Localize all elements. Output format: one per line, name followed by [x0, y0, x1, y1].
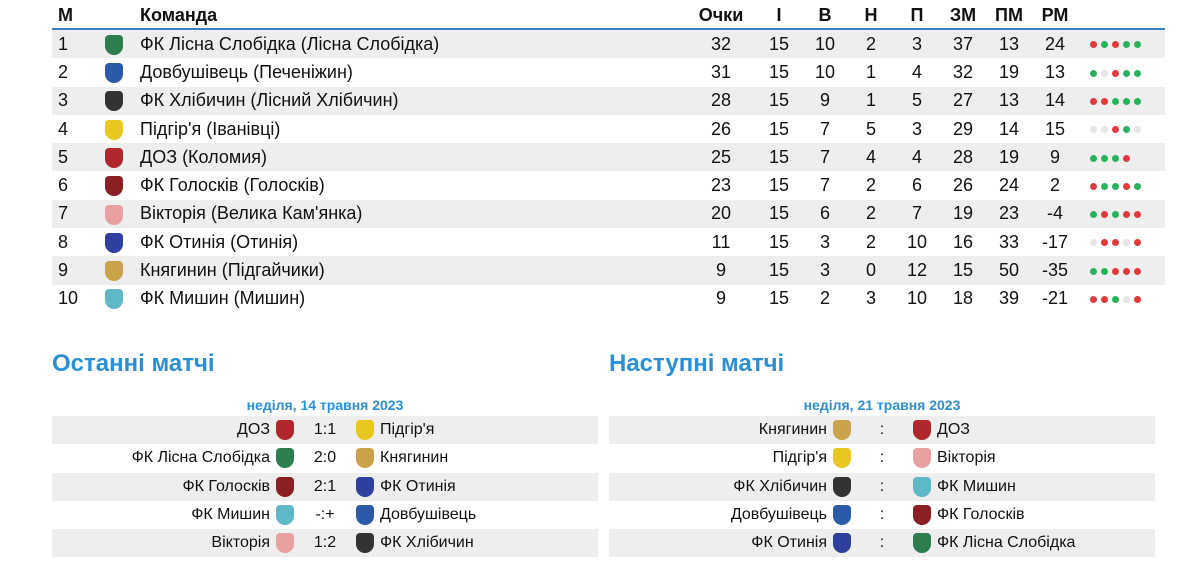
form-dot-icon	[1134, 296, 1141, 303]
form-dot-icon	[1101, 239, 1108, 246]
col-gf[interactable]: ЗМ	[940, 2, 986, 29]
form-dot-icon	[1112, 268, 1119, 275]
stat-ga: 13	[986, 29, 1032, 58]
home-logo-icon	[833, 448, 851, 468]
team-logo-icon	[105, 205, 123, 225]
team-logo-icon	[105, 63, 123, 83]
stat-w: 3	[802, 256, 848, 284]
form	[1078, 115, 1165, 143]
position: 1	[52, 29, 88, 58]
stat-ga: 14	[998, 118, 1020, 139]
form-dot-icon	[1112, 296, 1119, 303]
form	[1078, 58, 1165, 86]
form-dot-icon	[1112, 239, 1119, 246]
stat-played: 15	[756, 29, 802, 58]
stat-ga: 24	[998, 175, 1020, 196]
form-dot-icon	[1112, 155, 1119, 162]
stat-w: 7	[802, 143, 848, 171]
form-dot-icon	[1101, 155, 1108, 162]
match-row[interactable]	[609, 501, 1155, 529]
table-row[interactable]	[52, 256, 1165, 284]
team-name[interactable]: Довбушівець (Печеніжин)	[140, 61, 353, 82]
team-logo-icon	[105, 289, 123, 309]
team-name[interactable]: ФК Отинія (Отинія)	[140, 231, 299, 252]
form-dot-icon	[1123, 155, 1130, 162]
stat-gd: 14	[1032, 87, 1078, 115]
home-team[interactable]: ФК Хлібичин	[733, 477, 827, 495]
col-d[interactable]: Н	[848, 2, 894, 29]
standings-header	[52, 2, 1165, 29]
stat-d: 2	[865, 231, 876, 252]
stat-played: 15	[756, 200, 802, 228]
stat-gf: 28	[940, 143, 986, 171]
stat-gd: 9	[1032, 143, 1078, 171]
form-dot-icon	[1090, 239, 1097, 246]
stat-gf: 29	[952, 118, 974, 139]
col-pos[interactable]: М	[52, 2, 88, 29]
match-row[interactable]	[52, 501, 598, 529]
stat-pts: 25	[686, 143, 756, 171]
stat-played: 15	[756, 87, 802, 115]
match-row[interactable]	[52, 529, 598, 557]
table-row[interactable]	[52, 200, 1165, 228]
home-team[interactable]: ФК Отинія	[751, 534, 827, 552]
stat-w: 10	[802, 29, 848, 58]
stat-gd: -17	[1041, 231, 1068, 252]
form-dot-icon	[1134, 211, 1141, 218]
form-dot-icon	[1112, 70, 1119, 77]
last-matches-panel	[52, 396, 598, 557]
home-logo-icon	[833, 477, 851, 497]
stat-played: 15	[768, 231, 790, 252]
stat-w: 3	[819, 231, 830, 252]
col-team[interactable]: Команда	[140, 2, 686, 29]
match-row[interactable]	[609, 416, 1155, 444]
home-logo-icon	[276, 448, 294, 468]
stat-pts: 31	[710, 61, 732, 82]
stat-played: 15	[768, 288, 790, 309]
team-name[interactable]: ФК Лісна Слобідка (Лісна Слобідка)	[140, 29, 686, 58]
match-row[interactable]	[52, 444, 598, 472]
position: 6	[58, 175, 69, 196]
col-played[interactable]: І	[756, 2, 802, 29]
form-dot-icon	[1101, 296, 1108, 303]
next-matches-panel	[609, 396, 1155, 557]
stat-gd: -4	[1032, 200, 1078, 228]
table-row[interactable]	[52, 29, 1165, 58]
home-logo-icon	[276, 420, 294, 440]
score: -:+	[315, 506, 335, 524]
stat-pts: 23	[710, 175, 732, 196]
team-name[interactable]: ФК Хлібичин (Лісний Хлібичин)	[140, 87, 686, 115]
match-date: неділя, 21 травня 2023	[803, 397, 961, 413]
form-dot-icon	[1090, 183, 1097, 190]
stat-gd: -35	[1032, 256, 1078, 284]
form-dot-icon	[1112, 98, 1119, 105]
form	[1078, 143, 1165, 171]
stat-gf: 37	[940, 29, 986, 58]
home-team[interactable]: ФК Мишин	[191, 506, 270, 524]
stat-d: 5	[865, 118, 876, 139]
table-row[interactable]	[52, 228, 1165, 256]
stat-pts: 11	[711, 231, 731, 252]
form	[1078, 285, 1165, 313]
home-team[interactable]: Підгір'я	[772, 449, 827, 467]
stat-d: 2	[865, 175, 876, 196]
team-name[interactable]: ФК Голосків (Голосків)	[140, 175, 325, 196]
stat-pts: 28	[686, 87, 756, 115]
stat-pts: 20	[686, 200, 756, 228]
col-gd[interactable]: РМ	[1032, 2, 1078, 29]
form-dot-icon	[1090, 70, 1097, 77]
away-logo-icon	[356, 477, 374, 497]
form	[1078, 171, 1165, 199]
stat-l: 5	[894, 87, 940, 115]
away-team[interactable]: ФК Лісна Слобідка	[937, 534, 1076, 552]
stat-gf: 18	[952, 288, 974, 309]
home-logo-icon	[833, 420, 851, 440]
home-team[interactable]: ФК Лісна Слобідка	[131, 449, 270, 467]
home-logo-icon	[276, 505, 294, 525]
form-dot-icon	[1134, 41, 1141, 48]
team-name[interactable]: Княгинин (Підгайчики)	[140, 256, 686, 284]
stat-played: 15	[756, 143, 802, 171]
match-date: неділя, 14 травня 2023	[246, 397, 404, 413]
position: 3	[52, 87, 88, 115]
match-row[interactable]	[609, 473, 1155, 501]
home-logo-icon	[833, 533, 851, 553]
last-matches-title: Останні матчі	[52, 350, 215, 377]
stat-gd: 15	[1044, 118, 1066, 139]
team-name[interactable]: ДОЗ (Коломия)	[140, 143, 686, 171]
next-matches-title: Наступні матчі	[609, 350, 785, 377]
team-logo-icon	[105, 35, 123, 55]
home-logo-icon	[833, 505, 851, 525]
away-logo-icon	[356, 420, 374, 440]
form-dot-icon	[1134, 70, 1141, 77]
stat-ga: 39	[998, 288, 1020, 309]
score: :	[879, 477, 885, 495]
stat-played: 15	[768, 118, 790, 139]
position: 10	[58, 288, 79, 309]
form-dot-icon	[1123, 268, 1130, 275]
table-row[interactable]	[52, 143, 1165, 171]
match-row[interactable]	[52, 416, 598, 444]
stat-ga: 50	[986, 256, 1032, 284]
stat-pts: 32	[686, 29, 756, 58]
table-row[interactable]	[52, 285, 1165, 313]
stat-gf: 19	[940, 200, 986, 228]
team-logo-icon	[105, 91, 123, 111]
score: :	[879, 449, 885, 467]
stat-l: 4	[894, 143, 940, 171]
score: 2:1	[313, 477, 337, 495]
stat-w: 6	[802, 200, 848, 228]
stat-w: 7	[819, 118, 830, 139]
table-row[interactable]	[52, 171, 1165, 199]
stat-played: 15	[768, 61, 790, 82]
position: 7	[52, 200, 88, 228]
home-logo-icon	[276, 477, 294, 497]
form-dot-icon	[1123, 211, 1130, 218]
home-team[interactable]: ДОЗ	[237, 421, 270, 439]
form-dot-icon	[1123, 183, 1130, 190]
away-team[interactable]: ФК Мишин	[937, 477, 1016, 495]
position: 2	[58, 61, 69, 82]
stat-gf: 27	[940, 87, 986, 115]
form-dot-icon	[1134, 268, 1141, 275]
stat-gd: 2	[1049, 175, 1060, 196]
position: 5	[52, 143, 88, 171]
position: 8	[58, 231, 69, 252]
away-team[interactable]: ДОЗ	[937, 421, 970, 439]
form	[1078, 228, 1165, 256]
stat-gd: 13	[1044, 61, 1066, 82]
stat-gf: 15	[940, 256, 986, 284]
form-dot-icon	[1123, 41, 1130, 48]
stat-pts: 9	[715, 288, 726, 309]
team-logo-icon	[105, 176, 123, 196]
stat-d: 4	[848, 143, 894, 171]
away-logo-icon	[356, 505, 374, 525]
away-team[interactable]: Вікторія	[937, 449, 996, 467]
home-logo-icon	[276, 533, 294, 553]
stat-l: 12	[894, 256, 940, 284]
stat-d: 2	[848, 200, 894, 228]
col-ga[interactable]: ПМ	[986, 2, 1032, 29]
table-row[interactable]	[52, 58, 1165, 86]
away-logo-icon	[913, 477, 931, 497]
stat-ga: 13	[986, 87, 1032, 115]
stat-pts: 26	[710, 118, 732, 139]
team-logo-icon	[105, 261, 123, 281]
form	[1078, 87, 1165, 115]
match-row[interactable]	[609, 444, 1155, 472]
away-team[interactable]: ФК Голосків	[937, 506, 1025, 524]
away-team[interactable]: Підгір'я	[380, 421, 435, 439]
away-team[interactable]: Княгинин	[380, 449, 449, 467]
away-logo-icon	[913, 505, 931, 525]
form-dot-icon	[1090, 268, 1097, 275]
form-dot-icon	[1101, 98, 1108, 105]
away-logo-icon	[913, 533, 931, 553]
stat-gf: 16	[952, 231, 974, 252]
team-logo-icon	[105, 120, 123, 140]
form-dot-icon	[1101, 211, 1108, 218]
form-dot-icon	[1112, 126, 1119, 133]
stat-gf: 26	[952, 175, 974, 196]
form-dot-icon	[1101, 183, 1108, 190]
form-dot-icon	[1090, 41, 1097, 48]
match-row[interactable]	[52, 473, 598, 501]
team-name[interactable]: Підгір'я (Іванівці)	[140, 118, 281, 139]
form-dot-icon	[1112, 183, 1119, 190]
stat-d: 1	[865, 61, 876, 82]
form	[1078, 200, 1165, 228]
home-team[interactable]: ФК Голосків	[182, 477, 270, 495]
score: :	[879, 506, 885, 524]
away-logo-icon	[356, 448, 374, 468]
form-dot-icon	[1112, 211, 1119, 218]
stat-d: 3	[865, 288, 876, 309]
stat-played: 15	[768, 175, 790, 196]
form-dot-icon	[1112, 41, 1119, 48]
team-name[interactable]: Вікторія (Велика Кам'янка)	[140, 200, 686, 228]
away-logo-icon	[913, 420, 931, 440]
form-dot-icon	[1134, 126, 1141, 133]
stat-w: 10	[814, 61, 836, 82]
away-team[interactable]: Довбушівець	[380, 506, 477, 524]
home-team[interactable]: Вікторія	[211, 534, 270, 552]
stat-l: 7	[894, 200, 940, 228]
table-row[interactable]	[52, 115, 1165, 143]
away-team[interactable]: ФК Отинія	[380, 477, 456, 495]
form-dot-icon	[1123, 296, 1130, 303]
form-dot-icon	[1090, 126, 1097, 133]
stat-l: 6	[911, 175, 922, 196]
form-dot-icon	[1123, 239, 1130, 246]
team-logo-icon	[105, 148, 123, 168]
score: 2:0	[313, 449, 337, 467]
stat-d: 1	[848, 87, 894, 115]
stat-l: 3	[911, 118, 922, 139]
col-pts[interactable]: Очки	[686, 2, 756, 29]
form-dot-icon	[1090, 296, 1097, 303]
form-dot-icon	[1123, 70, 1130, 77]
stat-gd: 24	[1032, 29, 1078, 58]
standings-table	[52, 2, 1165, 313]
home-team[interactable]: Княгинин	[758, 421, 827, 439]
form-dot-icon	[1134, 183, 1141, 190]
away-team[interactable]: ФК Хлібичин	[380, 534, 474, 552]
away-logo-icon	[913, 448, 931, 468]
form-dot-icon	[1134, 98, 1141, 105]
stat-gd: -21	[1041, 288, 1068, 309]
stat-w: 7	[819, 175, 830, 196]
stat-d: 0	[848, 256, 894, 284]
home-team[interactable]: Довбушівець	[730, 506, 827, 524]
score: 1:2	[313, 534, 337, 552]
form-dot-icon	[1090, 155, 1097, 162]
col-w[interactable]: В	[802, 2, 848, 29]
form-dot-icon	[1101, 268, 1108, 275]
stat-l: 3	[894, 29, 940, 58]
score: :	[879, 421, 885, 439]
position: 9	[52, 256, 88, 284]
form-dot-icon	[1123, 98, 1130, 105]
stat-l: 10	[906, 231, 928, 252]
team-logo-icon	[105, 233, 123, 253]
stat-l: 10	[906, 288, 928, 309]
form-dot-icon	[1090, 98, 1097, 105]
stat-pts: 9	[686, 256, 756, 284]
form	[1078, 29, 1165, 58]
stat-gf: 32	[952, 61, 974, 82]
form-dot-icon	[1090, 211, 1097, 218]
stat-ga: 19	[986, 143, 1032, 171]
col-l[interactable]: П	[894, 2, 940, 29]
form	[1078, 256, 1165, 284]
position: 4	[58, 118, 69, 139]
stat-l: 4	[911, 61, 922, 82]
form-dot-icon	[1101, 126, 1108, 133]
stat-played: 15	[756, 256, 802, 284]
match-row[interactable]	[609, 529, 1155, 557]
score: :	[879, 534, 885, 552]
form-dot-icon	[1101, 70, 1108, 77]
score: 1:1	[313, 421, 337, 439]
table-row[interactable]	[52, 87, 1165, 115]
form-dot-icon	[1101, 41, 1108, 48]
stat-ga: 33	[998, 231, 1020, 252]
stat-ga: 19	[998, 61, 1020, 82]
away-logo-icon	[356, 533, 374, 553]
stat-w: 9	[802, 87, 848, 115]
stat-ga: 23	[986, 200, 1032, 228]
form-dot-icon	[1123, 126, 1130, 133]
stat-w: 2	[819, 288, 830, 309]
team-name[interactable]: ФК Мишин (Мишин)	[140, 288, 306, 309]
stat-d: 2	[848, 29, 894, 58]
form-dot-icon	[1134, 239, 1141, 246]
